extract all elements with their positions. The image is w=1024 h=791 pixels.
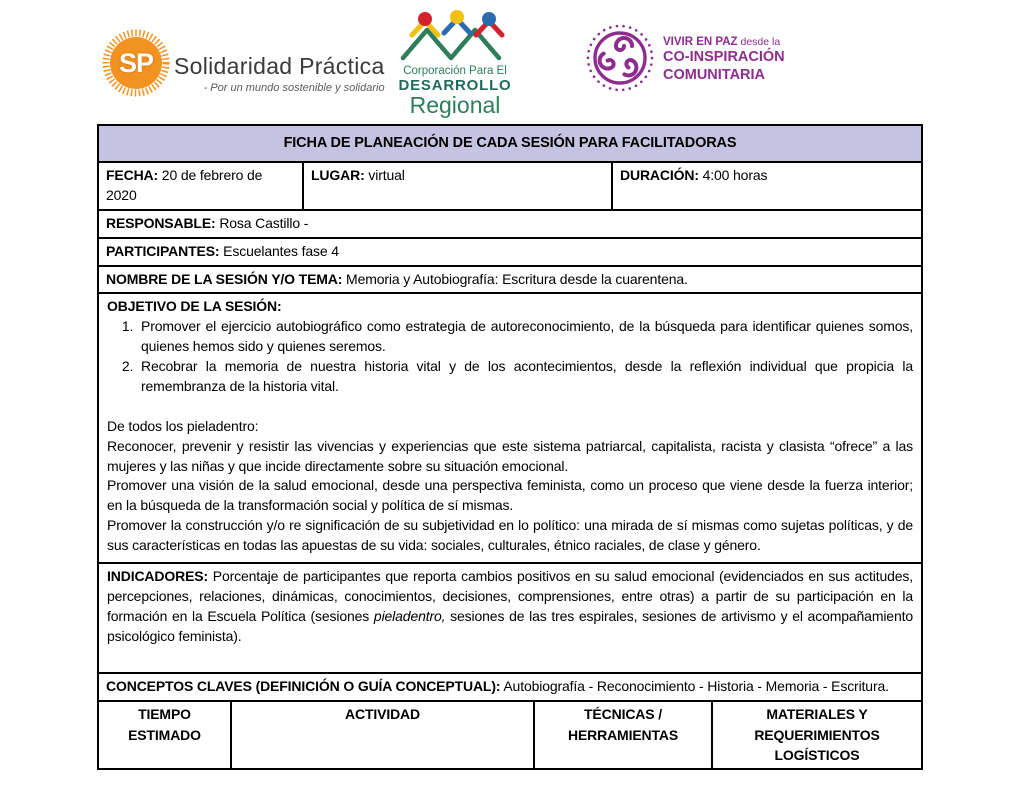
cdr-line2: DESARROLLO (398, 77, 512, 94)
responsable-label: RESPONSABLE: (106, 214, 216, 231)
fecha-value: 20 de febrero de 2020 (106, 167, 263, 203)
responsable-value: Rosa Castillo - (219, 214, 309, 231)
lugar-value: virtual (368, 167, 405, 183)
objetivo-list (107, 317, 913, 397)
logo-co-inspiracion-comunitaria (584, 20, 785, 96)
column-header-actividad: ACTIVIDAD (230, 702, 533, 768)
row-nombre-sesion (99, 265, 921, 293)
cdr-figures-icon (397, 10, 513, 62)
objetivo-item: 2. Recobrar la memoria de nuestra historia vital y de los acontecimientos, desde la reflexión individual que propicia la remembranza de la historia vital. (137, 357, 913, 397)
coin-line3: COMUNITARIA (663, 67, 766, 83)
objetivo-paragraph: Promover una visión de la salud emocional, desde una perspectiva feminista, como un proceso que viene desde la fuerza interior; en la búsqueda de la transformación social y política de sí mismas. (107, 477, 913, 514)
nombre-sesion-label: NOMBRE DE LA SESIÓN Y/O TEMA: (106, 270, 343, 287)
duracion-label: DURACIÓN: (620, 167, 699, 183)
planning-form-table (97, 124, 923, 770)
logo-solidaridad-practica (100, 27, 385, 99)
objetivo-item: 1. Promover el ejercicio autobiográfico como estrategia de autoreconocimiento, de la búsqueda para identificar quienes somos, quienes hemos sido y quienes seremos. (137, 317, 913, 357)
coin-line1-rest: desde la (737, 36, 781, 49)
coin-line1 (663, 35, 785, 49)
row-responsable (99, 209, 921, 237)
objetivo-paragraph: Promover la construcción y/o re significación de su subjetividad en lo político: una mirada de sí mismas como sujetas políticas, y de sus características en todas las apuestas de su vida: sociales, culturales, étnico raciales, de clase y género. (107, 517, 913, 553)
coin-line1-bold: VIVIR EN PAZ (663, 36, 738, 49)
sp-sun-icon (100, 27, 172, 99)
triskelion-icon (584, 20, 656, 96)
column-header-tecnicas: TÉCNICAS / HERRAMIENTAS (533, 702, 711, 768)
logos-header (0, 0, 1024, 124)
form-title-row (99, 126, 921, 161)
logo-corporacion-desarrollo-regional (394, 10, 516, 119)
participantes-value: Escuelantes fase 4 (223, 242, 339, 259)
row-conceptos (99, 672, 921, 700)
column-header-tiempo: TIEMPO ESTIMADO (128, 706, 201, 743)
indicadores-label: INDICADORES: (107, 567, 208, 584)
coin-line2: CO-INSPIRACIÓN (663, 49, 785, 66)
lugar-label: LUGAR: (311, 167, 365, 183)
objetivo-subheading: De todos los pieladentro: (107, 417, 259, 434)
row-objetivo (99, 292, 921, 562)
indicadores-text-1: Porcentaje de participantes que reporta cambios positivos en su salud emocional (evidenciados en sus actitudes, percepciones, relaciones, dinámicas, conocimientos, decisiones, comprensiones, entre otras) a partir de su participación en la formación en la Escuela Política (sesiones (107, 567, 913, 624)
participantes-label: PARTICIPANTES: (106, 242, 220, 259)
objetivo-label: OBJETIVO DE LA SESIÓN: (107, 298, 282, 315)
spacer (107, 397, 913, 417)
row-activity-headers (99, 700, 921, 768)
sp-initials: SP (118, 47, 154, 78)
sp-wordmark (174, 27, 385, 99)
sp-tagline: - Por un mundo sostenible y solidario (203, 82, 385, 94)
conceptos-value: Autobiografía - Reconocimiento - Historia - Memoria - Escritura. (503, 678, 889, 695)
fecha-label: FECHA: (106, 167, 159, 183)
coin-wordmark (663, 31, 785, 84)
fecha-cell (99, 163, 302, 209)
objetivo-paragraph: Reconocer, prevenir y resistir las vivencias y experiencias que este sistema patriarcal, capitalista, racista y clasista “ofrece” a las mujeres y las niñas y que incide directamente sobre su situación emocional. (107, 437, 913, 474)
form-title: FICHA DE PLANEACIÓN DE CADA SESIÓN PARA FACILITADORAS (283, 135, 737, 152)
duracion-cell (611, 163, 921, 209)
row-participantes (99, 237, 921, 265)
indicadores-italic: pieladentro, (373, 607, 446, 624)
nombre-sesion-value: Memoria y Autobiografía: Escritura desde la cuarentena. (346, 270, 688, 287)
row-indicadores (99, 562, 921, 673)
cdr-line1: Corporación Para El (403, 65, 507, 77)
sp-name: Solidaridad Práctica (174, 53, 385, 79)
lugar-cell (302, 163, 611, 209)
cdr-line3: Regional (409, 92, 501, 118)
indicadores-text-2: sesiones de las tres espirales, sesiones de artivismo y el acompañamiento psicológico feminista). (107, 607, 913, 644)
conceptos-label: CONCEPTOS CLAVES (DEFINICIÓN O GUÍA CONCEPTUAL): (106, 678, 501, 695)
duracion-value: 4:00 horas (702, 167, 768, 183)
row-fecha-lugar-duracion (99, 161, 921, 209)
column-header-materiales: MATERIALES Y REQUERIMIENTOS LOGÍSTICOS (711, 702, 921, 768)
